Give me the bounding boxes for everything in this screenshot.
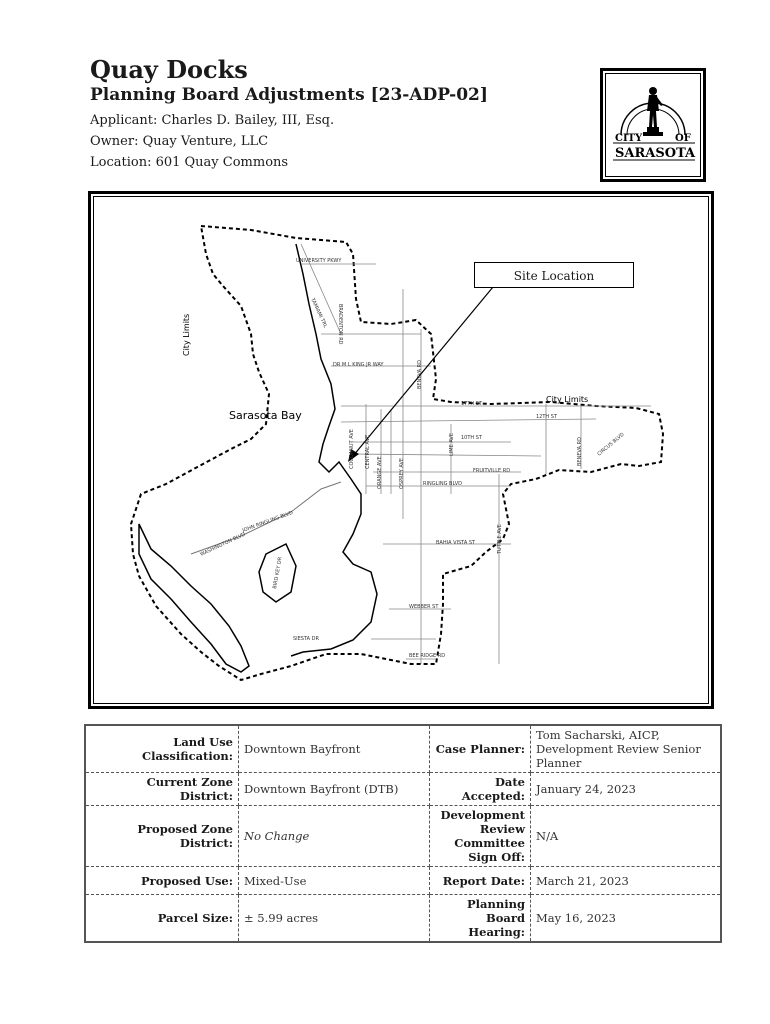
site-pointer-arrow	[353, 287, 493, 456]
logo-sarasota-text: SARASOTA	[615, 146, 696, 161]
date-accepted-label: Date Accepted:	[430, 773, 531, 806]
street-orange: ORANGE AVE	[377, 456, 383, 489]
city-limits-boundary	[131, 226, 663, 680]
page-title: Quay Docks	[90, 55, 248, 84]
hearing-date-value: May 16, 2023	[531, 895, 722, 943]
causeway	[191, 482, 341, 554]
proposed-zone-value: No Change	[239, 806, 430, 867]
street-lime: LIME AVE	[449, 432, 455, 456]
proposed-zone-label: Proposed Zone District:	[85, 806, 239, 867]
table-row	[85, 773, 721, 806]
statue-of-david-icon	[643, 87, 663, 136]
applicant-line: Applicant: Charles D. Bailey, III, Esq.	[90, 113, 335, 128]
report-date-value: March 21, 2023	[531, 867, 722, 895]
current-zone-value: Downtown Bayfront (DTB)	[239, 773, 430, 806]
street-central: CENTRAL AVE	[365, 434, 371, 469]
street-beneva: BENEVA RD	[577, 437, 583, 466]
barrier-island	[139, 524, 249, 672]
city-logo	[600, 68, 706, 182]
street-beneva-north: BENEVA RD	[417, 360, 423, 389]
street-bahia-vista: BAHIA VISTA ST	[436, 540, 476, 546]
table-row	[85, 725, 721, 773]
logo-city-text: CITY	[615, 133, 643, 144]
document-header	[90, 56, 488, 173]
logo-of-text: OF	[675, 133, 691, 144]
land-use-label: Land Use Classification:	[85, 725, 239, 773]
date-accepted-value: January 24, 2023	[531, 773, 722, 806]
street-osprey: OSPREY AVE	[399, 457, 405, 489]
proposed-use-label: Proposed Use:	[85, 867, 239, 895]
proposed-use-value: Mixed-Use	[239, 867, 430, 895]
street-12th: 12TH ST	[536, 414, 557, 420]
street-bradenton: BRADENTON RD	[337, 304, 343, 345]
street-mlk: DR M L KING JR WAY	[333, 362, 384, 368]
street-17th: 17TH ST	[461, 401, 482, 407]
location-line: Location: 601 Quay Commons	[90, 155, 289, 170]
table-row	[85, 867, 721, 895]
hearing-date-label: Planning Board Hearing:	[430, 895, 531, 943]
street-fruitville: FRUITVILLE RD	[473, 468, 511, 474]
table-row	[85, 895, 721, 943]
case-planner-label: Case Planner:	[430, 725, 531, 773]
street-university: UNIVERSITY PKWY	[296, 258, 342, 264]
street-john-ringling: JOHN RINGLING BLVD	[241, 509, 294, 534]
parcel-size-label: Parcel Size:	[85, 895, 239, 943]
drc-signoff-label: Development Review Committee Sign Off:	[430, 806, 531, 867]
site-location-label: Site Location	[474, 262, 634, 288]
bay-label: Sarasota Bay	[229, 409, 302, 422]
street-ringling: RINGLING BLVD	[423, 481, 462, 487]
street-cocoanut: COCOANUT AVE	[349, 429, 355, 469]
street-tamiami: TAMIAMI TRL	[309, 297, 329, 329]
land-use-value: Downtown Bayfront	[239, 725, 430, 773]
report-date-label: Report Date:	[430, 867, 531, 895]
location-map	[88, 191, 714, 709]
parcel-size-value: ± 5.99 acres	[239, 895, 430, 943]
street-siesta: SIESTA DR	[293, 636, 319, 642]
city-limits-left-label: City Limits	[182, 313, 191, 356]
street-tuttle: TUTTLE AVE	[497, 524, 503, 554]
street-10th: 10TH ST	[461, 435, 482, 441]
case-planner-value: Tom Sacharski, AICP, Development Review Senior Planner	[531, 725, 722, 773]
drc-signoff-value: N/A	[531, 806, 722, 867]
current-zone-label: Current Zone District:	[85, 773, 239, 806]
street-bird-key: BIRD KEY DR	[272, 556, 284, 590]
table-row	[85, 806, 721, 867]
street-washington: WASHINGTON BLVD	[199, 531, 247, 558]
city-limits-right-label: City Limits	[546, 395, 589, 404]
project-details-table	[84, 724, 722, 943]
page-subtitle: Planning Board Adjustments [23-ADP-02]	[90, 85, 488, 105]
street-circus: CIRCUS BLVD	[596, 431, 626, 458]
street-bee-ridge: BEE RIDGE RD	[409, 653, 446, 659]
owner-line: Owner: Quay Venture, LLC	[90, 134, 269, 149]
street-webber: WEBBER ST	[409, 604, 439, 610]
